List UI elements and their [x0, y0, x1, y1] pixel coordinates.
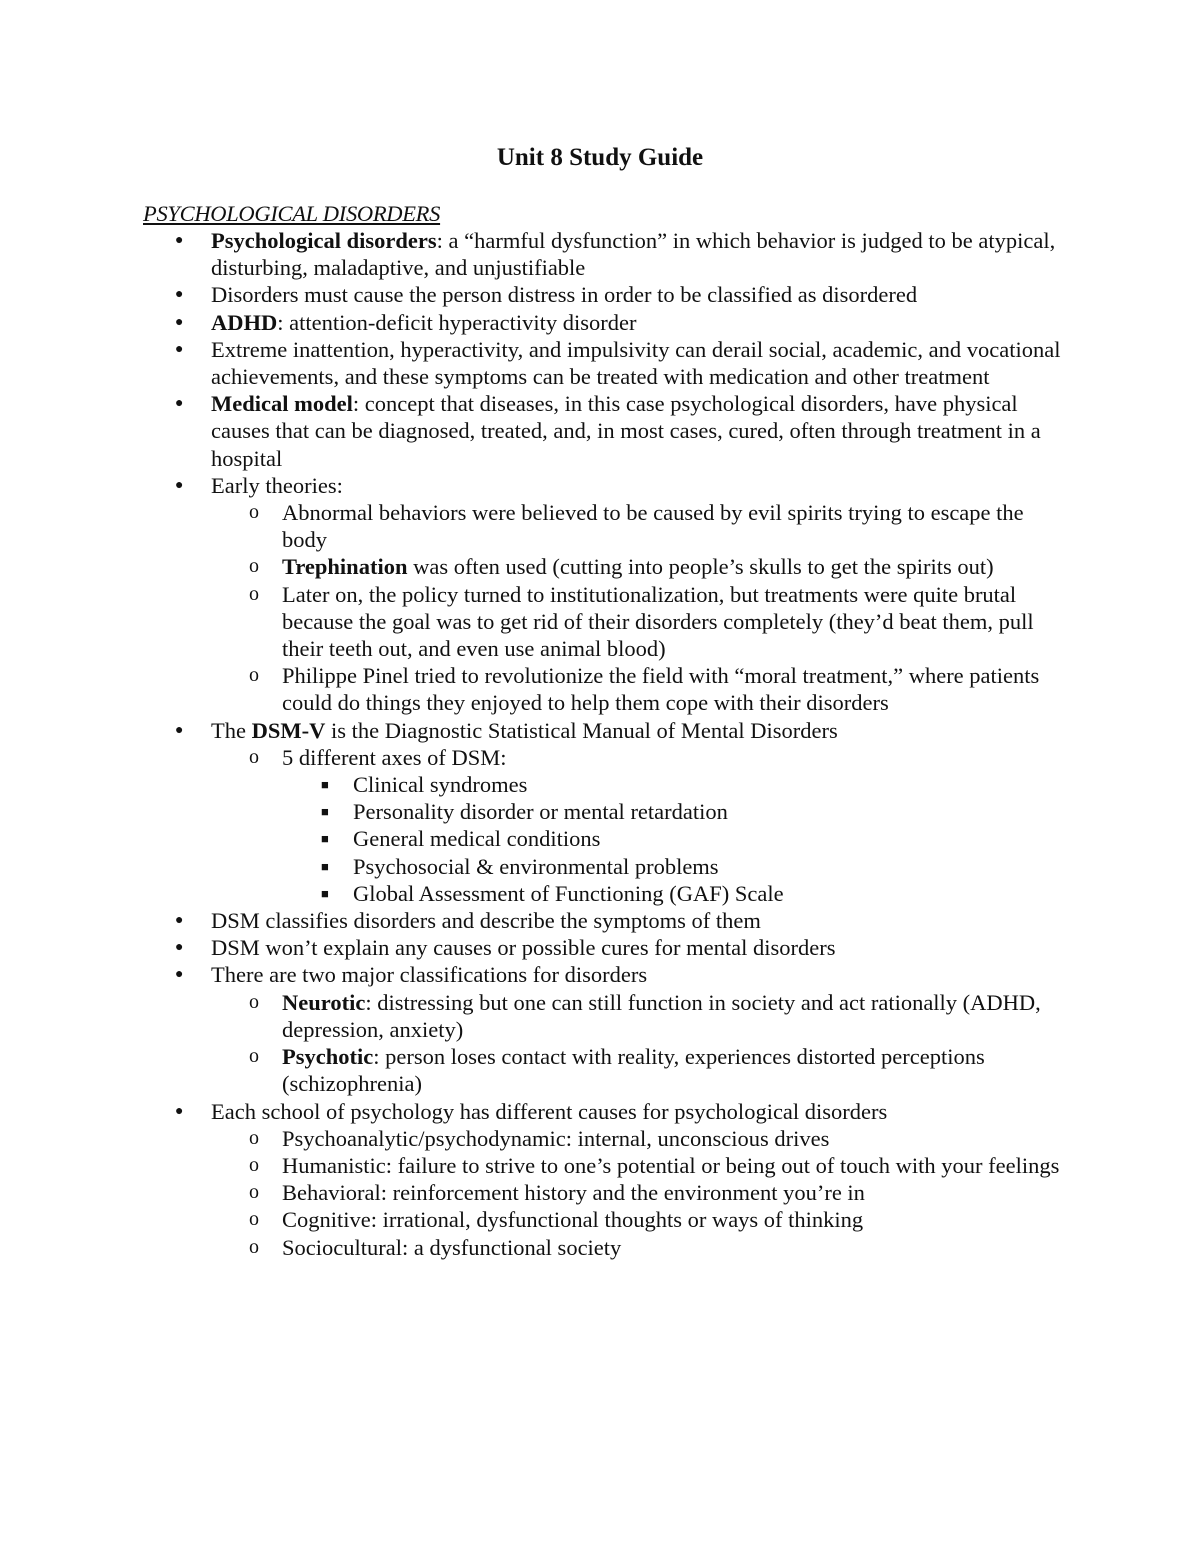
bullet-circle-icon: o: [249, 664, 259, 687]
list-item-text: 5 different axes of DSM:: [282, 744, 507, 770]
list-item-text: Sociocultural: a dysfunctional society: [282, 1234, 622, 1260]
list-item-text: Each school of psychology has different causes for psychological disorders: [211, 1098, 888, 1124]
bullet-square-icon: ■: [321, 858, 329, 874]
bullet-circle-icon: o: [249, 1208, 259, 1231]
list-item: [249, 989, 1072, 1043]
bullet-square-icon: ■: [321, 885, 329, 901]
bullet-circle-icon: o: [249, 1235, 259, 1258]
list-item-text: General medical conditions: [353, 826, 601, 852]
list-item-text: : a “harmful dysfunction” in which behavior is judged to be atypical, disturbing, maladaptive, and unjustifiable: [211, 228, 1056, 281]
list-item-text: : distressing but one can still function in society and act rationally (ADHD, depression, anxiety): [282, 989, 1041, 1042]
list-item: [321, 880, 1073, 907]
list-item-text: Psychoanalytic/psychodynamic: internal, unconscious drives: [282, 1125, 830, 1151]
list-item-text: : attention-deficit hyperactivity disorder: [277, 309, 637, 335]
list-item-text: There are two major classifications for disorders: [211, 962, 648, 988]
list-item: [249, 1179, 1072, 1206]
list-item-text: Personality disorder or mental retardation: [353, 799, 728, 825]
list-item: [175, 717, 1071, 744]
bullet-circle-icon: o: [249, 1153, 259, 1176]
bullet-list: [0, 227, 1200, 1261]
list-item: [249, 1125, 1072, 1152]
bullet-square-icon: ■: [321, 831, 329, 847]
bullet-dot-icon: ●: [175, 341, 184, 357]
list-item: [321, 771, 1073, 798]
bullet-square-icon: ■: [321, 777, 329, 793]
list-item-text: Abnormal behaviors were believed to be caused by evil spirits trying to escape the body: [282, 500, 1024, 553]
list-item: [321, 853, 1073, 880]
bullet-dot-icon: ●: [175, 314, 184, 330]
bullet-circle-icon: o: [249, 1126, 259, 1149]
list-item-text: Extreme inattention, hyperactivity, and impulsivity can derail social, academic, and vocational achievements, and these symptoms can be treated with medication and other treatment: [211, 336, 1061, 390]
list-item: [321, 798, 1073, 825]
list-item: [175, 961, 1071, 988]
bullet-circle-icon: o: [249, 555, 259, 578]
list-item-text: Disorders must cause the person distress in order to be classified as disordered: [211, 282, 918, 308]
list-item-text: Psychosocial & environmental problems: [353, 853, 719, 879]
bullet-dot-icon: ●: [175, 1103, 184, 1119]
page-title: Unit 8 Study Guide: [496, 144, 704, 171]
list-item: [175, 281, 1071, 308]
list-item-text: Behavioral: reinforcement history and the environment you’re in: [282, 1180, 865, 1206]
list-item-text: Cognitive: irrational, dysfunctional thoughts or ways of thinking: [282, 1207, 864, 1233]
list-item-text: Later on, the policy turned to institutionalization, but treatments were quite brutal because the goal was to get rid of their disorders completely (they’d beat them, pull their teeth out, and even use animal blood): [282, 581, 1034, 662]
list-item-text: Early theories:: [211, 472, 343, 498]
list-item: [249, 1206, 1072, 1233]
bullet-dot-icon: ●: [175, 722, 184, 738]
list-item: [175, 227, 1071, 281]
list-item: [175, 934, 1071, 961]
list-item: [175, 1098, 1071, 1125]
list-item: [175, 309, 1071, 336]
list-item: [175, 336, 1071, 390]
list-item-text: Global Assessment of Functioning (GAF) Scale: [353, 880, 784, 906]
bullet-dot-icon: ●: [175, 396, 184, 412]
bullet-circle-icon: o: [249, 745, 259, 768]
list-item: [175, 390, 1071, 472]
list-item: [321, 825, 1073, 852]
bullet-circle-icon: o: [249, 1045, 259, 1068]
list-item: [249, 581, 1072, 663]
bullet-circle-icon: o: [249, 1181, 259, 1204]
bullet-dot-icon: ●: [175, 967, 184, 983]
bullet-circle-icon: o: [249, 582, 259, 605]
list-item-term: Psychological disorders: [211, 228, 437, 253]
list-item: [249, 1043, 1072, 1097]
list-item-text: was often used (cutting into people’s skulls to get the spirits out): [407, 554, 994, 580]
list-item-term: Psychotic: [282, 1044, 374, 1070]
list-item-text: DSM classifies disorders and describe the symptoms of them: [211, 908, 761, 934]
list-item: [249, 1234, 1072, 1261]
list-item: [249, 662, 1072, 716]
bullet-dot-icon: ●: [175, 477, 184, 493]
list-item-term: Medical model: [211, 391, 353, 417]
list-item-text: Philippe Pinel tried to revolutionize the field with “moral treatment,” where patients could do things they enjoyed to help them cope with their disorders: [282, 663, 1040, 716]
list-item-text: Clinical syndromes: [353, 772, 528, 798]
bullet-dot-icon: ●: [175, 913, 184, 929]
bullet-square-icon: ■: [321, 804, 329, 820]
list-item-term: Trephination: [282, 554, 408, 580]
bullet-dot-icon: ●: [175, 940, 184, 956]
list-item: [175, 472, 1071, 499]
section-heading: PSYCHOLOGICAL DISORDERS: [143, 201, 441, 226]
list-item: [249, 553, 1072, 580]
list-item-term: DSM-V: [251, 717, 326, 743]
list-item: [249, 744, 1072, 771]
list-item-text: Humanistic: failure to strive to one’s potential or being out of touch with your feelings: [282, 1152, 1060, 1178]
list-item: [175, 907, 1071, 934]
list-item-term: ADHD: [211, 309, 278, 335]
list-item-text: : concept that diseases, in this case psychological disorders, have physical causes that can be diagnosed, treated, and, in most cases, cured, often through treatment in a hospital: [211, 391, 1041, 471]
list-item-term: Neurotic: [282, 989, 366, 1015]
list-item: [249, 499, 1072, 553]
list-item-text: is the Diagnostic Statistical Manual of Mental Disorders: [325, 717, 838, 743]
list-item-prefix: The: [211, 717, 252, 743]
bullet-circle-icon: o: [249, 990, 259, 1013]
bullet-circle-icon: o: [249, 501, 259, 524]
list-item: [249, 1152, 1072, 1179]
bullet-dot-icon: ●: [175, 287, 184, 303]
bullet-dot-icon: ●: [175, 233, 184, 248]
list-item-text: : person loses contact with reality, experiences distorted perceptions (schizophrenia): [282, 1044, 985, 1097]
list-item-text: DSM won’t explain any causes or possible cures for mental disorders: [211, 935, 836, 961]
